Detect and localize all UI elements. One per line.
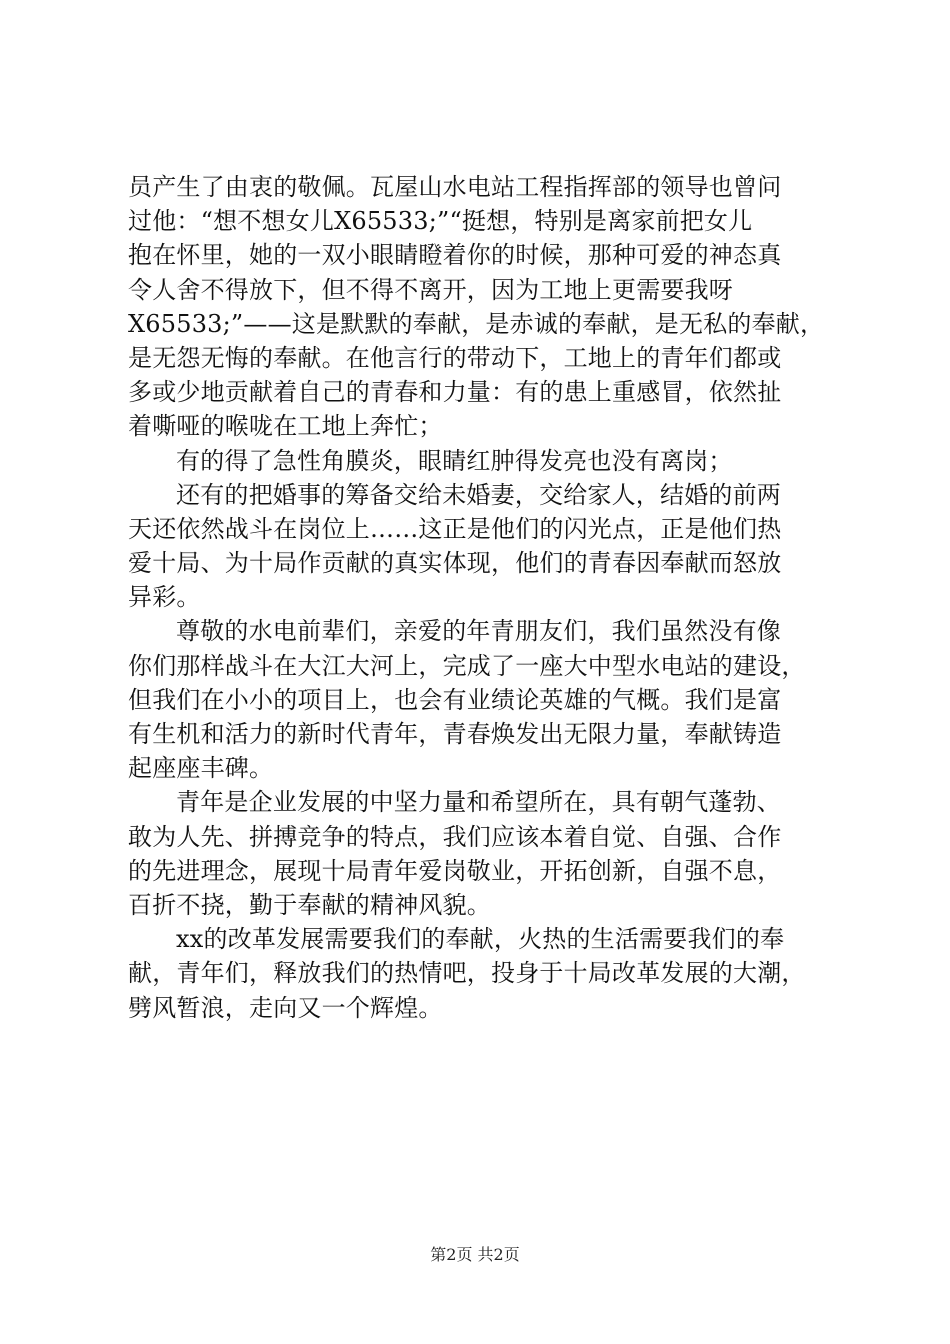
text-line: 爱十局、为十局作贡献的真实体现，他们的青春因奉献而怒放	[128, 549, 782, 578]
text-line: 还有的把婚事的筹备交给未婚妻，交给家人，结婚的前两	[176, 480, 781, 509]
text-line: 你们那样战斗在大江大河上，完成了一座大中型水电站的建设，	[128, 651, 806, 680]
text-line: X65533;”——这是默默的奉献，是赤诚的奉献，是无私的奉献，	[128, 309, 825, 338]
text-line: 起座座丰碑。	[128, 754, 274, 783]
document-body	[128, 170, 828, 1025]
text-line: 异彩。	[128, 583, 201, 612]
text-line: 青年是企业发展的中坚力量和希望所在，具有朝气蓬勃、	[176, 788, 781, 817]
paragraph	[128, 614, 828, 785]
text-line: 但我们在小小的项目上，也会有业绩论英雄的气概。我们是富	[128, 685, 782, 714]
text-line: 天还依然战斗在岗位上……这正是他们的闪光点，正是他们热	[128, 514, 782, 543]
text-line: 的先进理念，展现十局青年爱岗敬业，开拓创新，自强不息，	[128, 856, 782, 885]
paragraph	[128, 922, 828, 1025]
paragraph	[128, 478, 828, 615]
text-line: 有的得了急性角膜炎，眼睛红肿得发亮也没有离岗；	[176, 446, 733, 475]
text-line: 令人舍不得放下，但不得不离开，因为工地上更需要我呀	[128, 275, 733, 304]
text-line: 百折不挠，勤于奉献的精神风貌。	[128, 890, 491, 919]
text-line: 抱在怀里，她的一双小眼睛瞪着你的时候，那种可爱的神态真	[128, 241, 782, 270]
paragraph	[128, 170, 828, 444]
paragraph	[128, 444, 828, 478]
text-line: 多或少地贡献着自己的青春和力量：有的患上重感冒，依然扯	[128, 378, 782, 407]
text-line: 是无怨无悔的奉献。在他言行的带动下，工地上的青年们都或	[128, 343, 782, 372]
text-line: 过他：“想不想女儿X65533;”“挺想，特别是离家前把女儿	[128, 207, 753, 236]
text-line: 着嘶哑的喉咙在工地上奔忙；	[128, 412, 443, 441]
paragraph	[128, 785, 828, 922]
text-line: 劈风暂浪，走向又一个辉煌。	[128, 993, 443, 1022]
page-number-footer: 第2页 共2页	[430, 1245, 520, 1264]
text-line: 敢为人先、拼搏竞争的特点，我们应该本着自觉、自强、合作	[128, 822, 782, 851]
text-line: 有生机和活力的新时代青年，青春焕发出无限力量，奉献铸造	[128, 720, 782, 748]
text-line: 员产生了由衷的敬佩。瓦屋山水电站工程指挥部的领导也曾问	[128, 173, 782, 201]
text-line: 献，青年们，释放我们的热情吧，投身于十局改革发展的大潮，	[128, 959, 806, 988]
text-line: xx的改革发展需要我们的奉献，火热的生活需要我们的奉	[176, 925, 785, 954]
text-line: 尊敬的水电前辈们，亲爱的年青朋友们，我们虽然没有像	[176, 617, 781, 646]
